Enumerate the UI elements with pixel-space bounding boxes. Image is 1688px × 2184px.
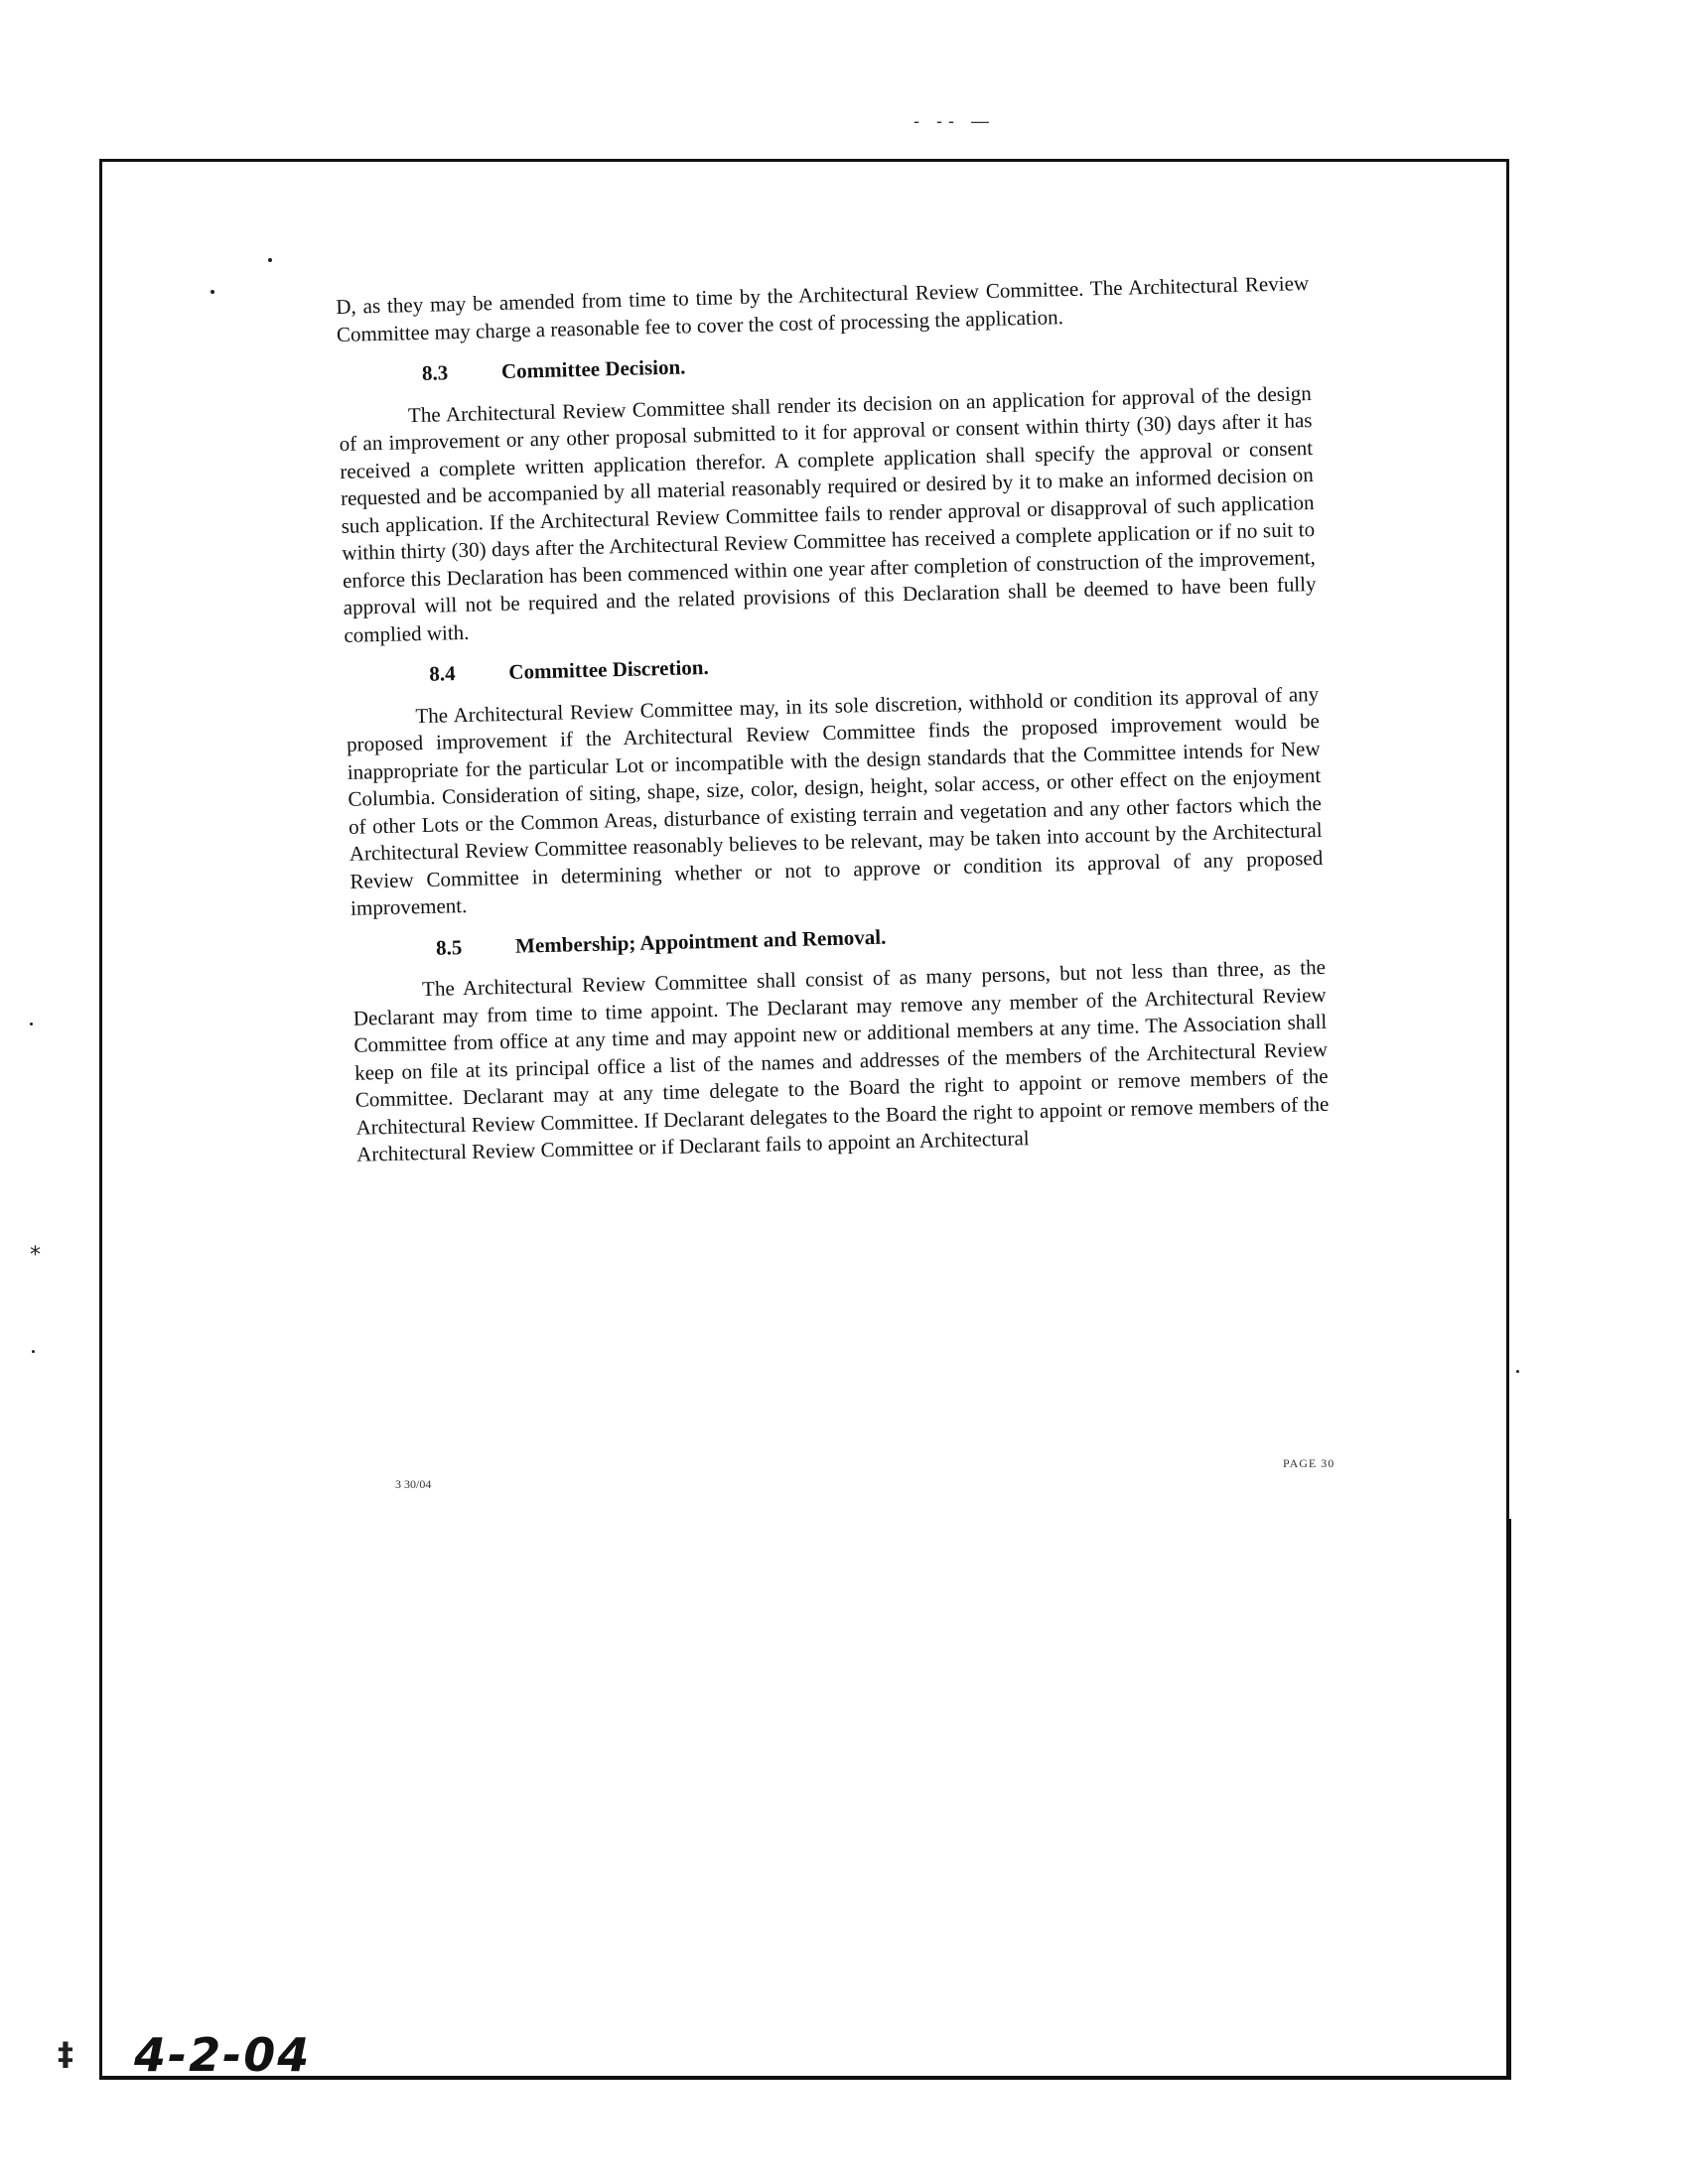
section-title: Membership; Appointment and Removal. — [514, 924, 887, 958]
scan-speck — [1516, 1370, 1519, 1373]
footer-revision-date: 3 30/04 — [395, 1477, 432, 1491]
scan-speck — [211, 290, 214, 294]
section-heading-8-4 — [345, 639, 1318, 690]
margin-star-mark: * — [30, 1243, 41, 1268]
scan-speck — [32, 1350, 35, 1353]
section-heading-8-5 — [352, 912, 1325, 963]
section-title: Committee Discretion. — [508, 654, 709, 684]
page-border-right-heavy — [1506, 1519, 1511, 2080]
section-body-8-5: The Architectural Review Committee shall consist of as many persons, but not less than three, as the Declarant may from time to time appoint. The Declarant may remove any member of the Architectural Review Committee from office at any time and may appoint new or additional members at any time. The Association shall keep on file at its principal office a list of the names and addresses of the members of the Architectural Review Committee. Declarant may at any time delegate to the Board the right to appoint or remove members of the Architectural Review Committee. If Declarant delegates to the Board the right to appoint or remove members of the Architectural Review Committee or if Declarant fails to appoint an Architectural — [352, 954, 1330, 1166]
document-body — [336, 270, 1331, 1182]
section-number: 8.4 — [429, 661, 456, 686]
section-number: 8.5 — [435, 934, 463, 960]
handwritten-date: 4-2-04 — [134, 2028, 312, 2082]
top-scan-marks: - -- — — [914, 111, 995, 131]
footer-page-number: PAGE 30 — [1283, 1456, 1336, 1470]
section-title: Committee Decision. — [500, 354, 686, 383]
continuation-paragraph: D, as they may be amended from time to time by the Architectural Review Committee. The Architectural Review Committee may charge a reasonable fee to cover the cost of processing the application. — [336, 271, 1310, 346]
scan-speck — [268, 258, 272, 262]
margin-cross-mark: ‡ — [58, 2035, 73, 2073]
section-heading-8-3 — [338, 339, 1311, 389]
scan-speck — [30, 1023, 33, 1025]
section-body-8-4: The Architectural Review Committee may, in its sole discretion, withhold or condition its approval of any proposed improvement if the Architectural Review Committee finds the proposed improvement would be inappropriate for the particular Lot or incompatible with the design standards that the Committee intends for New Columbia. Consideration of siting, shape, size, color, design, height, solar access, or other effect on the enjoyment of other Lots or the Common Areas, disturbance of existing terrain and vegetation and any other factors which the Architectural Review Committee reasonably believes to be relevant, may be taken into account by the Architectural Review Committee in determining whether or not to approve or condition its approval of any proposed improvement. — [346, 681, 1324, 920]
section-number: 8.3 — [421, 360, 449, 385]
section-body-8-3: The Architectural Review Committee shall render its decision on an application for approval of the design of an improvement or any other proposal submitted to it for approval or consent within thirty (30) days after it has received a complete written application therefor. A complete application shall specify the approval or consent requested and be accompanied by all material reasonably required or desired by it to make an informed decision on such application. If the Architectural Review Committee fails to render approval or disapproval of such application within thirty (30) days after the Architectural Review Committee has received a complete application or if no suit to enforce this Declaration has been commenced within one year after completion of construction of the improvement, approval will not be required and the related provisions of this Declaration shall be deemed to have been fully complied with. — [339, 380, 1317, 647]
